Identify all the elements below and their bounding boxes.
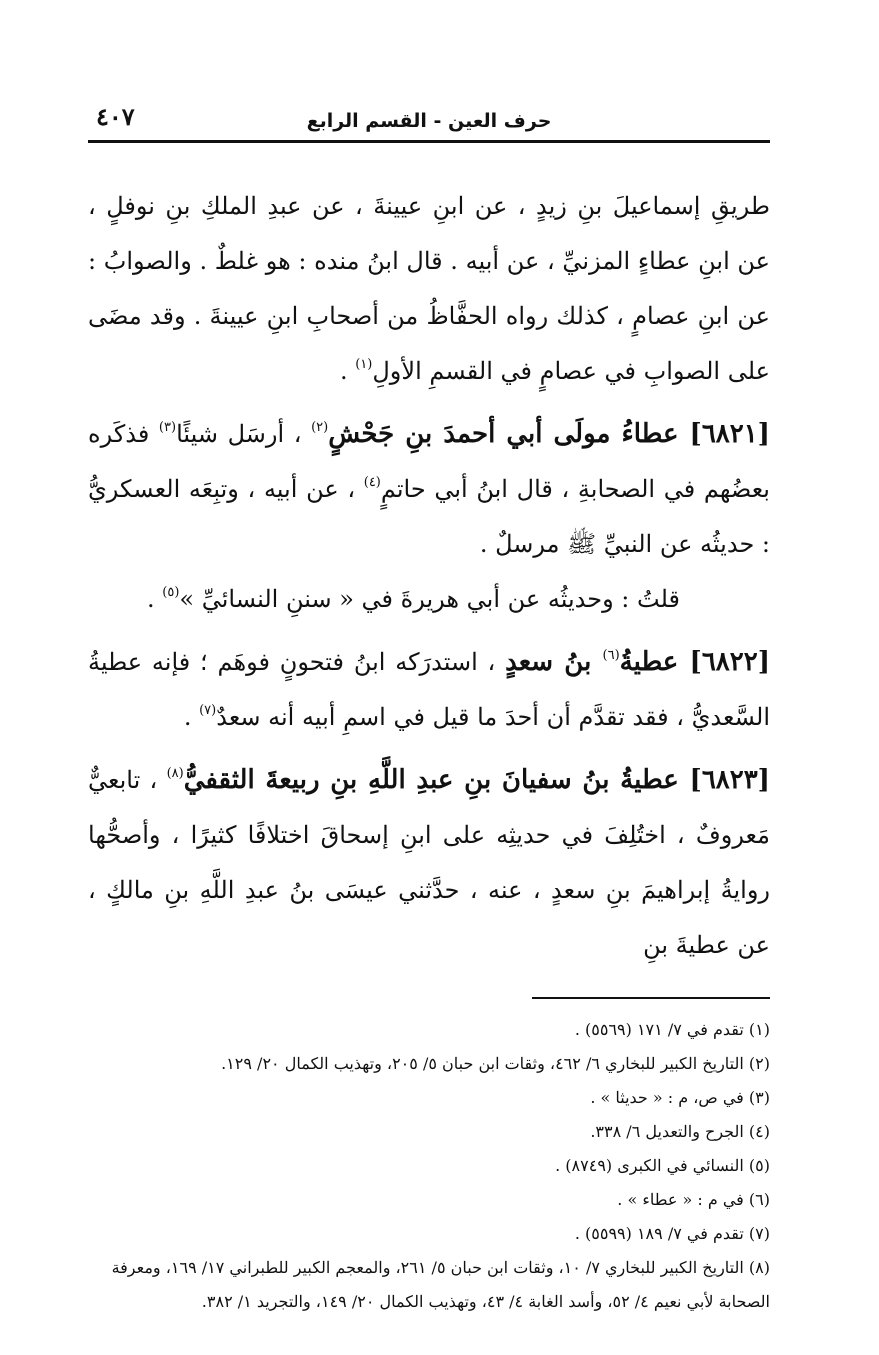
paragraph-end: . [183, 703, 200, 731]
footnote-marker-6: (٦) [602, 648, 620, 663]
footnote-marker-2: (٢) [311, 420, 329, 435]
footnote-marker-5: (٥) [162, 585, 180, 600]
entry-text: ، أرسَل شيئًا [176, 420, 312, 448]
entry-heading-continued: بنُ سعدٍ [505, 647, 603, 677]
page-number: ٤٠٧ [96, 102, 135, 131]
footnote: (٢) التاريخ الكبير للبخاري ٦/ ٤٦٢، وثقات ابن حبان ٥/ ٢٠٥، وتهذيب الكمال ٢٠/ ١٢٩. [221, 1054, 770, 1073]
entry-heading: [٦٨٢٣] عطيةُ بنُ سفيانَ بنِ عبدِ اللَّهِ بنِ ربيعةَ الثقفيُّ [183, 765, 770, 795]
continued-paragraph [88, 179, 770, 399]
footnote-marker-4: (٤) [363, 475, 381, 490]
entry-6823 [88, 753, 770, 973]
footnote: (٥) النسائي في الكبرى (٨٧٤٩) . [555, 1156, 770, 1175]
footnote: (٧) تقدم في ٧/ ١٨٩ (٥٥٩٩) . [574, 1224, 770, 1243]
page-header [88, 92, 770, 143]
entry-text: ، تابعيٌّ مَعروفٌ ، اختُلِفَ في حديثِه على ابنِ إسحاقَ اختلافًا كثيرًا ، وأصحُّها روايةُ إبراهيمَ بنِ سعدٍ ، عنه ، حدَّثني عيسَى بنُ عبدِ اللَّهِ بنِ مالكٍ ، عن عطيةَ بنِ [88, 766, 771, 959]
entry-text: ، استدرَكه ابنُ فتحونٍ فوهَم ؛ فإنه عطيةُ السَّعديُّ ، فقد تقدَّم أن أحدَ ما قيل في اسمِ أبيه أنه سعدٌ [88, 648, 770, 731]
paragraph-end: . [146, 585, 163, 613]
footnote-marker-1: (١) [355, 357, 373, 372]
footnote: (١) تقدم في ٧/ ١٧١ (٥٥٦٩) . [574, 1020, 770, 1039]
footnote: (٦) في م : « عطاء » . [617, 1190, 770, 1209]
footnote: (٨) التاريخ الكبير للبخاري ٧/ ١٠، وثقات ابن حبان ٥/ ٢٦١، والمعجم الكبير للطبراني ١٧/ ١٦٩، ومعرفة الصحابة لأبي نعيم ٤/ ٥٢، وأسد الغابة ٤/ ٤٣، وتهذيب الكمال ٢٠/ ١٤٩، والتجريد ١/ ٣٨٢. [111, 1258, 770, 1311]
entry-6821 [88, 407, 770, 572]
entry-text: فذكَره بعضُهم في الصحابةِ ، قال ابنُ أبي حاتمٍ [88, 420, 770, 503]
footnote: (٣) في ص، م : « حديثا » . [590, 1088, 770, 1107]
running-title: حرف العين - القسم الرابع [306, 110, 552, 132]
entry-heading: [٦٨٢١] عطاءُ مولَى أبي أحمدَ بنِ جَحْشٍ [328, 419, 770, 449]
footnote-marker-3: (٣) [158, 420, 177, 435]
book-page [88, 92, 770, 1332]
footnote-divider [532, 997, 770, 999]
entry-text: ، عن أبيه ، وتبِعَه العسكريُّ : حديثُه عن النبيِّ ﷺ مرسلٌ . [88, 475, 770, 558]
continued-paragraph-text: طريقِ إسماعيلَ بنِ زيدٍ ، عن ابنِ عيينةَ ، عن عبدِ الملكِ بنِ نوفلٍ ، عن ابنِ عطاءٍ المزنيِّ ، عن أبيه . قال ابنُ منده : هو غلطٌ . والصوابُ : عن ابنِ عصامٍ ، كذلك رواه الحفَّاظُ من أصحابِ ابنِ عيينةَ . وقد مضَى على الصوابِ في عصامٍ في القسمِ الأولِ [88, 192, 770, 385]
author-note-text: قلتُ : وحديثُه عن أبي هريرةَ في « سننِ النسائيِّ » [179, 585, 680, 613]
entry-6822 [88, 635, 770, 745]
author-note [88, 572, 770, 627]
footnote-marker-7: (٧) [199, 703, 217, 718]
footnote-marker-8: (٨) [166, 766, 184, 781]
footnote: (٤) الجرح والتعديل ٦/ ٣٣٨. [590, 1122, 770, 1141]
paragraph-end: . [339, 357, 356, 385]
entry-heading: [٦٨٢٢] عطيةُ [619, 647, 770, 677]
main-text [88, 179, 770, 973]
footnotes [88, 1013, 770, 1319]
